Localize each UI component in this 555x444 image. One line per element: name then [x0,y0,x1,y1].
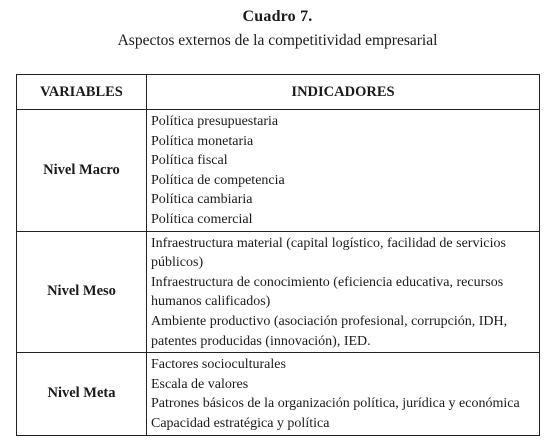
indicator-line: Política fiscal [151,153,228,169]
indicator-line: Política cambiaria [151,192,253,208]
variable-cell: Nivel Meta [17,353,147,435]
indicator-line: Ambiente productivo (asociación profesional, corrupción, IDH, [151,313,508,329]
variable-cell: Nivel Macro [17,110,147,232]
table-caption-number: Cuadro 7. [242,8,313,25]
indicator-line: Política monetaria [151,133,254,149]
competitiveness-table [16,74,540,436]
table-header-row [17,75,540,110]
indicator-line: Factores socioculturales [151,357,286,373]
indicator-line: Política comercial [151,211,253,227]
indicators-cell [147,353,540,435]
indicator-line: Patrones básicos de la organización política, jurídica y económica [151,396,520,412]
indicator-line: Infraestructura de conocimiento (eficiencia educativa, recursos [151,274,504,290]
header-variables: VARIABLES [17,75,147,110]
indicator-line: Infraestructura material (capital logístico, facilidad de servicios [151,235,506,251]
indicator-line: Política presupuestaria [151,114,279,129]
indicator-line: humanos calificados) [151,294,271,310]
table-caption-title: Aspectos externos de la competitividad empresarial [117,32,438,49]
indicator-line: Política de competencia [151,172,285,188]
header-indicadores: INDICADORES [147,75,540,110]
table-row-meso [17,231,540,353]
indicator-line: patentes producidas (innovación), IED. [151,333,371,349]
variable-cell: Nivel Meso [17,231,147,353]
indicator-line: Capacidad estratégica y política [151,415,330,431]
table-row-macro [17,110,540,232]
indicator-line: Escala de valores [151,376,249,392]
indicators-cell [147,110,540,232]
indicators-cell [147,231,540,353]
indicator-line: públicos) [151,255,204,271]
table-row-meta [17,353,540,435]
